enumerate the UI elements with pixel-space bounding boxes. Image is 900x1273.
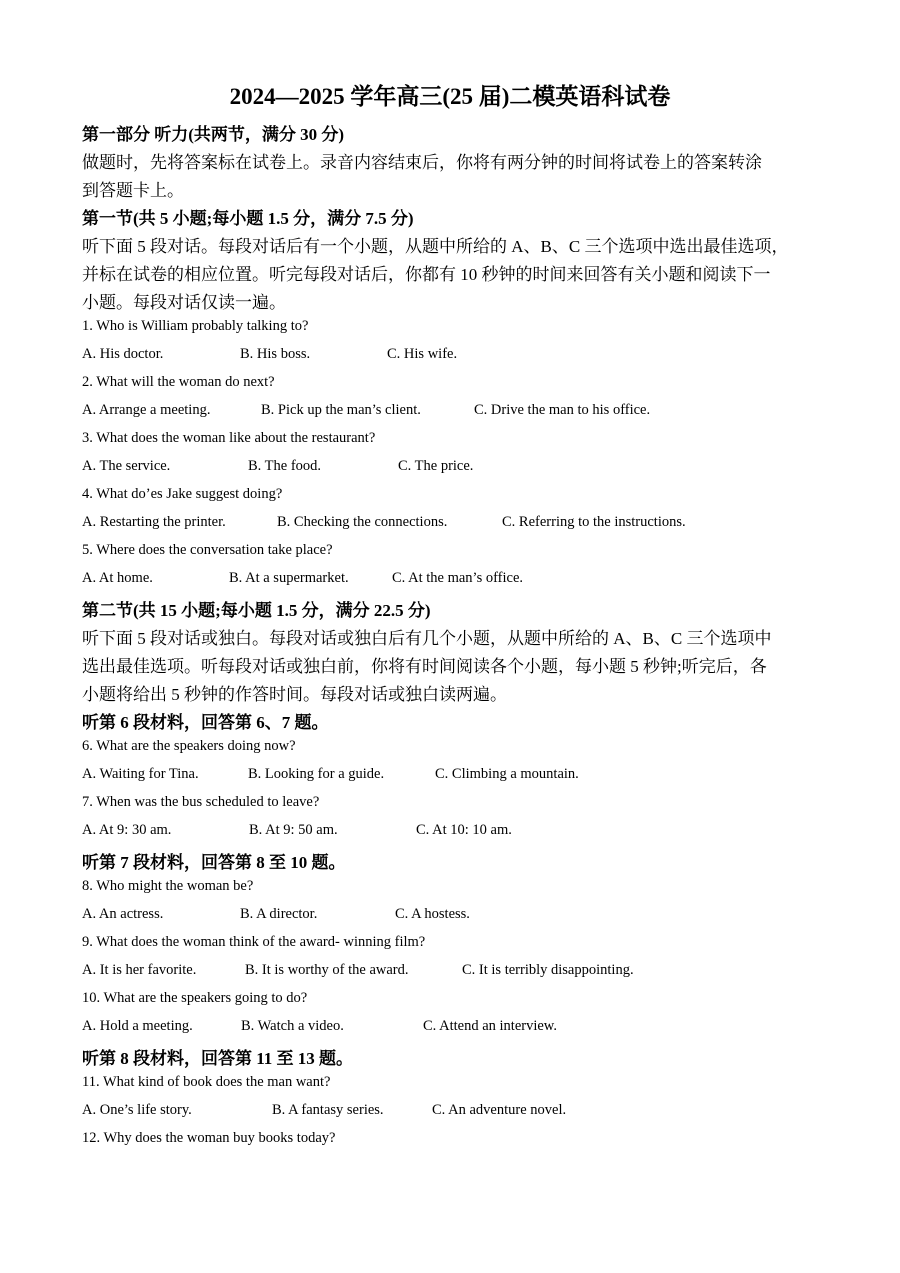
option-c: C. An adventure novel.: [432, 1102, 567, 1118]
option-c: C. Referring to the instructions.: [502, 514, 686, 530]
section1-instruction-line: 小题。每段对话仅读一遍。: [82, 293, 286, 312]
option-b: B. Looking for a guide.: [248, 766, 385, 782]
option-b: B. It is worthy of the award.: [245, 962, 409, 978]
part1-instruction-line: 到答题卡上。: [82, 181, 184, 200]
section2-instruction-line: 听下面 5 段对话或独白。每段对话或独白后有几个小题，从题中所给的 A、B、C 三个选项中: [82, 629, 772, 648]
section2-instruction-line: 小题将给出 5 秒钟的作答时间。每段对话或独白读两遍。: [82, 685, 507, 704]
option-b: B. Watch a video.: [241, 1018, 344, 1034]
option-c: C. The price.: [398, 458, 474, 474]
option-b: B. A director.: [240, 906, 318, 922]
option-c: C. Climbing a mountain.: [435, 766, 579, 782]
question: 12. Why does the woman buy books today?: [82, 1130, 336, 1146]
exam-title: 2024—2025 学年高三(25 届)二模英语科试卷: [229, 84, 671, 109]
question: 5. Where does the conversation take place?: [82, 542, 333, 558]
option-c: C. At 10: 10 am.: [416, 822, 512, 838]
option-a: A. Hold a meeting.: [82, 1018, 193, 1034]
section1-instruction-line: 并标在试卷的相应位置。听完每段对话后，你都有 10 秒钟的时间来回答有关小题和阅读下一: [82, 265, 771, 284]
option-b: B. Checking the connections.: [277, 514, 448, 530]
section2-instruction-line: 选出最佳选项。听每段对话或独白前，你将有时间阅读各个小题，每小题 5 秒钟;听完后，各: [82, 657, 767, 676]
question: 11. What kind of book does the man want?: [82, 1074, 331, 1090]
question: 7. When was the bus scheduled to leave?: [82, 794, 320, 810]
option-a: A. The service.: [82, 458, 171, 474]
option-a: A. At home.: [82, 570, 153, 586]
option-a: A. Waiting for Tina.: [82, 766, 199, 782]
option-a: A. Restarting the printer.: [82, 514, 226, 530]
part1-instruction-line: 做题时，先将答案标在试卷上。录音内容结束后，你将有两分钟的时间将试卷上的答案转涂: [82, 153, 762, 172]
question: 2. What will the woman do next?: [82, 374, 275, 390]
option-b: B. A fantasy series.: [272, 1102, 384, 1118]
option-a: A. At 9: 30 am.: [82, 822, 172, 838]
option-b: B. Pick up the man’s client.: [261, 402, 421, 418]
option-a: A. It is her favorite.: [82, 962, 197, 978]
option-b: B. His boss.: [240, 346, 311, 362]
option-b: B. The food.: [248, 458, 322, 474]
question: 1. Who is William probably talking to?: [82, 318, 309, 334]
material-heading: 听第 8 段材料，回答第 11 至 13 题。: [82, 1049, 354, 1068]
option-a: A. An actress.: [82, 906, 164, 922]
question: 3. What does the woman like about the restaurant?: [82, 430, 376, 446]
option-a: A. One’s life story.: [82, 1102, 192, 1118]
option-c: C. His wife.: [387, 346, 458, 362]
section1-instruction-line: 听下面 5 段对话。每段对话后有一个小题，从题中所给的 A、B、C 三个选项中选出最佳选项，: [82, 237, 789, 256]
part1-heading: 第一部分 听力(共两节，满分 30 分): [82, 125, 345, 144]
question: 9. What does the woman think of the award- winning film?: [82, 934, 426, 950]
question: 8. Who might the woman be?: [82, 878, 254, 894]
option-b: B. At a supermarket.: [229, 570, 349, 586]
option-c: C. A hostess.: [395, 906, 470, 922]
section1-heading: 第一节(共 5 小题;每小题 1.5 分，满分 7.5 分): [82, 209, 414, 228]
question: 6. What are the speakers doing now?: [82, 738, 296, 754]
option-c: C. It is terribly disappointing.: [462, 962, 634, 978]
section2-heading: 第二节(共 15 小题;每小题 1.5 分，满分 22.5 分): [82, 601, 431, 620]
option-c: C. Drive the man to his office.: [474, 402, 651, 418]
option-a: A. Arrange a meeting.: [82, 402, 211, 418]
material-heading: 听第 6 段材料，回答第 6、7 题。: [82, 713, 329, 732]
option-c: C. At the man’s office.: [392, 570, 524, 586]
question: 4. What do’es Jake suggest doing?: [82, 486, 283, 502]
option-a: A. His doctor.: [82, 346, 164, 362]
question: 10. What are the speakers going to do?: [82, 990, 308, 1006]
option-c: C. Attend an interview.: [423, 1018, 557, 1034]
option-b: B. At 9: 50 am.: [249, 822, 338, 838]
material-heading: 听第 7 段材料，回答第 8 至 10 题。: [82, 853, 346, 872]
